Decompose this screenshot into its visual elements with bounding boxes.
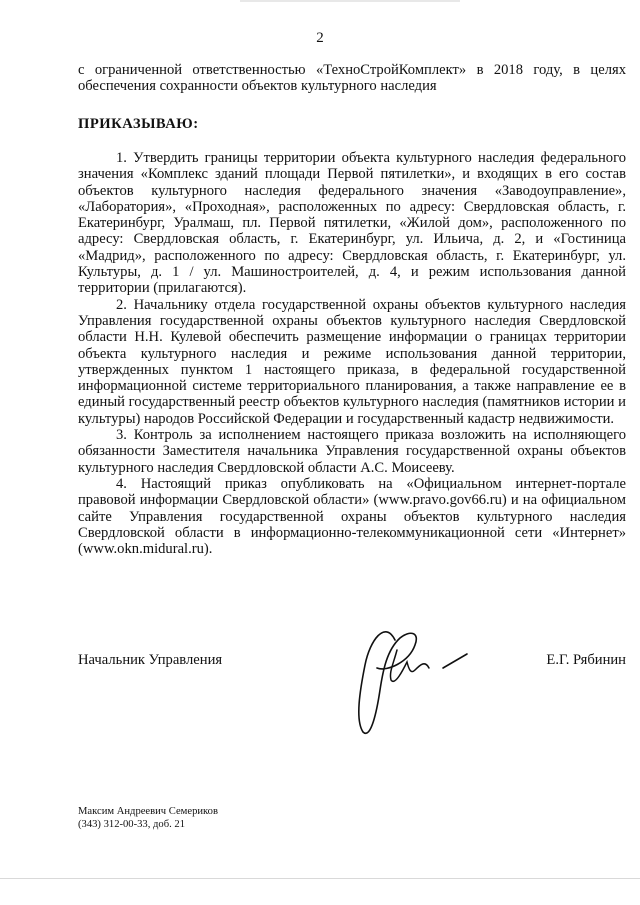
order-item-1: 1. Утвердить границы территории объекта культурного наследия федерального значения «Комплекс зданий площади Первой пятилетки», и входящих в его состав объектов культурного наследия федерального значения «Заводоуправление», «Лаборатория», «Проходная», расположенных по адресу: Свердловская область, г. Екатеринбург, Уралмаш, пл. Первой пятилетки, «Жилой дом», расположенного по адресу: Свердловская область, г. Екатеринбург, ул. Ильича, д. 2, и «Гостиница «Мадрид», расположенного по адресу: Свердловская область, г. Екатеринбург, ул. Культуры, д. 1 / ул. Машиностроителей, д. 4, и режим использования данной территории (прилагаются).: [78, 150, 626, 297]
signatory-name: Е.Г. Рябинин: [546, 652, 626, 668]
contact-phone: (343) 312-00-33, доб. 21: [78, 818, 185, 830]
order-item-2: 2. Начальнику отдела государственной охраны объектов культурного наследия Управления государственной охраны объектов культурного наследия Свердловской области Н.Н. Кулевой обеспечить размещение информации о границах территории объекта культурного наследия и режиме использования данной территории, утвержденных пунктом 1 настоящего приказа, в федеральной государственной информационной системе территориального планирования, а также направление ее в единый государственный реестр объектов культурного наследия (памятников истории и культуры) народов Российской Федерации и государственный кадастр недвижимости.: [78, 296, 626, 427]
intro-text: с ограниченной ответственностью «ТехноСтройКомплект» в 2018 году, в целях обеспечения сохранности объектов культурного наследия: [78, 62, 626, 95]
order-heading: ПРИКАЗЫВАЮ:: [78, 116, 199, 132]
signatory-title: Начальник Управления: [78, 652, 223, 668]
order-item-4: 4. Настоящий приказ опубликовать на «Официальном интернет-портале правовой информации Свердловской области» (www.pravo.gov66.ru) и на официальном сайте Управления государственной охраны объектов культурного наследия Свердловской области в информационно-телекоммуникационной сети «Интернет» (www.okn.midural.ru).: [78, 475, 626, 558]
intro-paragraph: [78, 62, 626, 95]
contact-block: [78, 806, 218, 831]
scan-artifact: [240, 0, 460, 2]
scan-edge-line: [0, 878, 640, 879]
handwritten-signature-icon: [325, 610, 485, 740]
order-items: [78, 150, 626, 557]
page-number: 2: [316, 30, 324, 46]
contact-name: Максим Андреевич Семериков: [78, 806, 218, 817]
order-item-3: 3. Контроль за исполнением настоящего приказа возложить на исполняющего обязанности Заместителя начальника Управления государственной охраны объектов культурного наследия Свердловской области А.С. Моисееву.: [78, 427, 626, 476]
